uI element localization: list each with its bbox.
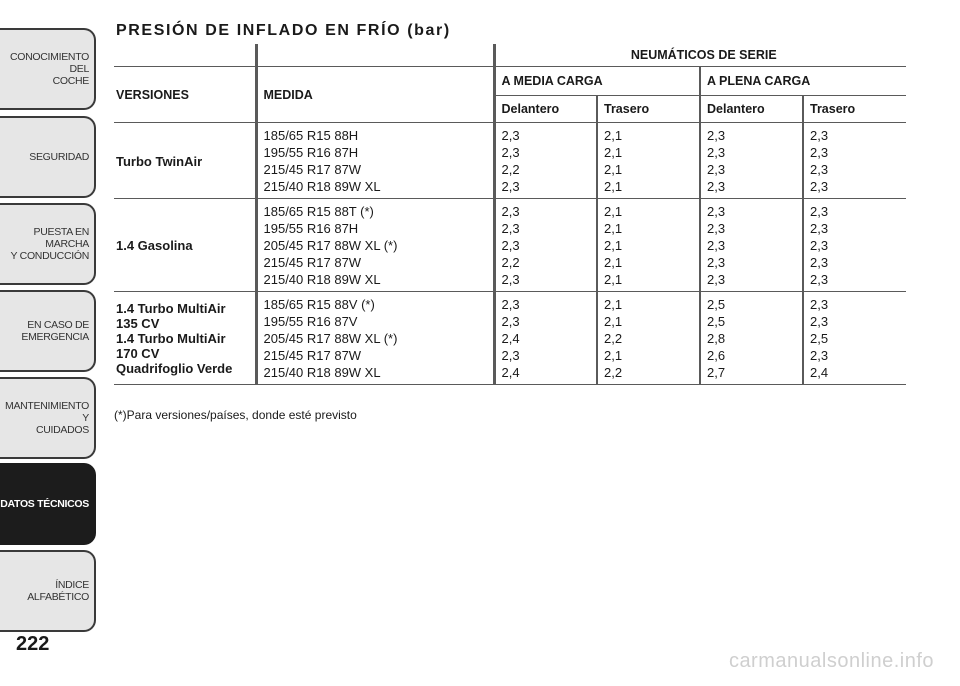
pressure-value: 2,6: [707, 348, 726, 363]
media-trasero-cell: [597, 292, 700, 385]
pressure-value: 2,1: [604, 272, 623, 287]
page-number: 222: [16, 633, 50, 655]
header-media-carga: A MEDIA CARGA: [494, 67, 700, 96]
tab-en-caso-de-emergencia[interactable]: EN CASO DE EMERGENCIA: [0, 290, 96, 372]
media-delantero-cell: [494, 292, 597, 385]
header-medida: MEDIDA: [256, 67, 494, 123]
pressure-value: 2,3: [501, 204, 520, 219]
tire-size: 195/55 R16 87H: [263, 221, 359, 236]
table-row: [114, 123, 906, 199]
table-row: [114, 199, 906, 292]
pressure-value: 2,2: [501, 255, 520, 270]
plena-trasero-cell: [803, 199, 906, 292]
tab-seguridad[interactable]: SEGURIDAD: [0, 116, 96, 198]
pressure-value: 2,1: [604, 204, 623, 219]
pressure-value: 2,3: [810, 272, 829, 287]
pressure-value: 2,3: [707, 179, 726, 194]
pressure-value: 2,3: [501, 348, 520, 363]
tire-size: 185/65 R15 88H: [263, 128, 359, 143]
header-media-delantero: Delantero: [494, 96, 597, 123]
tire-size: 215/45 R17 87W: [263, 255, 362, 270]
media-delantero-cell: [494, 199, 597, 292]
header-plena-trasero: Trasero: [803, 96, 906, 123]
tire-size: 215/45 R17 87W: [263, 162, 362, 177]
pressure-value: 2,3: [810, 255, 829, 270]
tire-size: 215/45 R17 87W: [263, 348, 362, 363]
version-label: 1.4 Turbo MultiAir: [116, 331, 226, 346]
pressure-value: 2,3: [707, 272, 726, 287]
pressure-value: 2,3: [810, 297, 829, 312]
table-row: [114, 292, 906, 385]
pressure-value: 2,8: [707, 331, 726, 346]
pressure-value: 2,3: [810, 179, 829, 194]
table-body: [114, 123, 906, 385]
pressure-value: 2,3: [810, 145, 829, 160]
pressure-value: 2,3: [501, 145, 520, 160]
pressure-value: 2,3: [501, 314, 520, 329]
tab-conocimiento-del-coche[interactable]: CONOCIMIENTO DEL COCHE: [0, 28, 96, 110]
header-blank-medida: [256, 44, 494, 67]
header-versiones: VERSIONES: [114, 67, 256, 123]
pressure-value: 2,7: [707, 365, 726, 380]
pressure-value: 2,3: [707, 238, 726, 253]
pressure-value: 2,3: [810, 314, 829, 329]
tire-size: 205/45 R17 88W XL (*): [263, 238, 398, 253]
version-label: 170 CV: [116, 346, 160, 361]
pressure-value: 2,1: [604, 255, 623, 270]
plena-delantero-cell: [700, 123, 803, 199]
tire-size: 195/55 R16 87V: [263, 314, 358, 329]
tire-size: 205/45 R17 88W XL (*): [263, 331, 398, 346]
tab-indice-alfabetico[interactable]: ÍNDICE ALFABÉTICO: [0, 550, 96, 632]
pressure-value: 2,3: [501, 297, 520, 312]
pressure-value: 2,3: [707, 128, 726, 143]
version-label: 1.4 Gasolina: [116, 238, 193, 253]
pressure-value: 2,4: [501, 365, 520, 380]
version-cell: [114, 292, 256, 385]
page-title: PRESIÓN DE INFLADO EN FRÍO (bar): [116, 22, 451, 39]
pressure-value: 2,3: [501, 272, 520, 287]
pressure-value: 2,2: [604, 365, 623, 380]
pressure-value: 2,1: [604, 128, 623, 143]
media-trasero-cell: [597, 199, 700, 292]
tire-size: 185/65 R15 88T (*): [263, 204, 374, 219]
pressure-value: 2,5: [707, 314, 726, 329]
plena-delantero-cell: [700, 199, 803, 292]
header-neumaticos-de-serie: NEUMÁTICOS DE SERIE: [494, 44, 906, 67]
pressure-value: 2,3: [501, 238, 520, 253]
header-blank: [114, 44, 256, 67]
media-trasero-cell: [597, 123, 700, 199]
tire-size: 215/40 R18 89W XL: [263, 272, 381, 287]
pressure-value: 2,3: [810, 238, 829, 253]
tab-datos-tecnicos[interactable]: DATOS TÉCNICOS: [0, 463, 96, 545]
version-cell: [114, 123, 256, 199]
pressure-value: 2,2: [501, 162, 520, 177]
plena-delantero-cell: [700, 292, 803, 385]
pressure-value: 2,3: [810, 204, 829, 219]
version-cell: [114, 199, 256, 292]
pressure-value: 2,3: [810, 348, 829, 363]
version-label: 135 CV: [116, 316, 160, 331]
pressure-value: 2,4: [810, 365, 829, 380]
pressure-value: 2,1: [604, 297, 623, 312]
version-label: Quadrifoglio Verde: [116, 361, 233, 376]
pressure-value: 2,3: [707, 221, 726, 236]
tab-mantenimiento[interactable]: MANTENIMIENTO Y CUIDADOS: [0, 377, 96, 459]
pressure-value: 2,5: [810, 331, 829, 346]
tab-puesta-en-marcha[interactable]: PUESTA EN MARCHA Y CONDUCCIÓN: [0, 203, 96, 285]
pressure-value: 2,3: [501, 128, 520, 143]
pressure-value: 2,1: [604, 314, 623, 329]
medidas-cell: [256, 292, 494, 385]
header-plena-carga: A PLENA CARGA: [700, 67, 906, 96]
pressure-value: 2,3: [501, 221, 520, 236]
pressure-value: 2,3: [707, 162, 726, 177]
pressure-value: 2,3: [707, 145, 726, 160]
pressure-value: 2,1: [604, 179, 623, 194]
watermark: carmanualsonline.info: [728, 650, 934, 672]
pressure-value: 2,1: [604, 348, 623, 363]
medidas-cell: [256, 123, 494, 199]
pressure-value: 2,1: [604, 238, 623, 253]
tire-size: 215/40 R18 89W XL: [263, 179, 381, 194]
pressure-value: 2,3: [501, 179, 520, 194]
footnote: (*)Para versiones/países, donde esté previsto: [114, 408, 357, 422]
pressure-value: 2,2: [604, 331, 623, 346]
plena-trasero-cell: [803, 292, 906, 385]
header-media-trasero: Trasero: [597, 96, 700, 123]
version-label: 1.4 Turbo MultiAir: [116, 301, 226, 316]
tire-size: 185/65 R15 88V (*): [263, 297, 375, 312]
pressure-value: 2,1: [604, 145, 623, 160]
pressure-value: 2,3: [707, 204, 726, 219]
header-plena-delantero: Delantero: [700, 96, 803, 123]
version-label: Turbo TwinAir: [116, 153, 203, 169]
pressure-value: 2,1: [604, 221, 623, 236]
plena-trasero-cell: [803, 123, 906, 199]
pressure-value: 2,3: [810, 128, 829, 143]
pressure-value: 2,4: [501, 331, 520, 346]
sidebar: [0, 0, 100, 686]
tire-size: 195/55 R16 87H: [263, 145, 359, 160]
pressure-value: 2,3: [707, 255, 726, 270]
media-delantero-cell: [494, 123, 597, 199]
pressure-value: 2,5: [707, 297, 726, 312]
pressure-value: 2,3: [810, 162, 829, 177]
pressure-value: 2,1: [604, 162, 623, 177]
tire-pressure-table: [114, 44, 906, 385]
pressure-value: 2,3: [810, 221, 829, 236]
tire-size: 215/40 R18 89W XL: [263, 365, 381, 380]
medidas-cell: [256, 199, 494, 292]
